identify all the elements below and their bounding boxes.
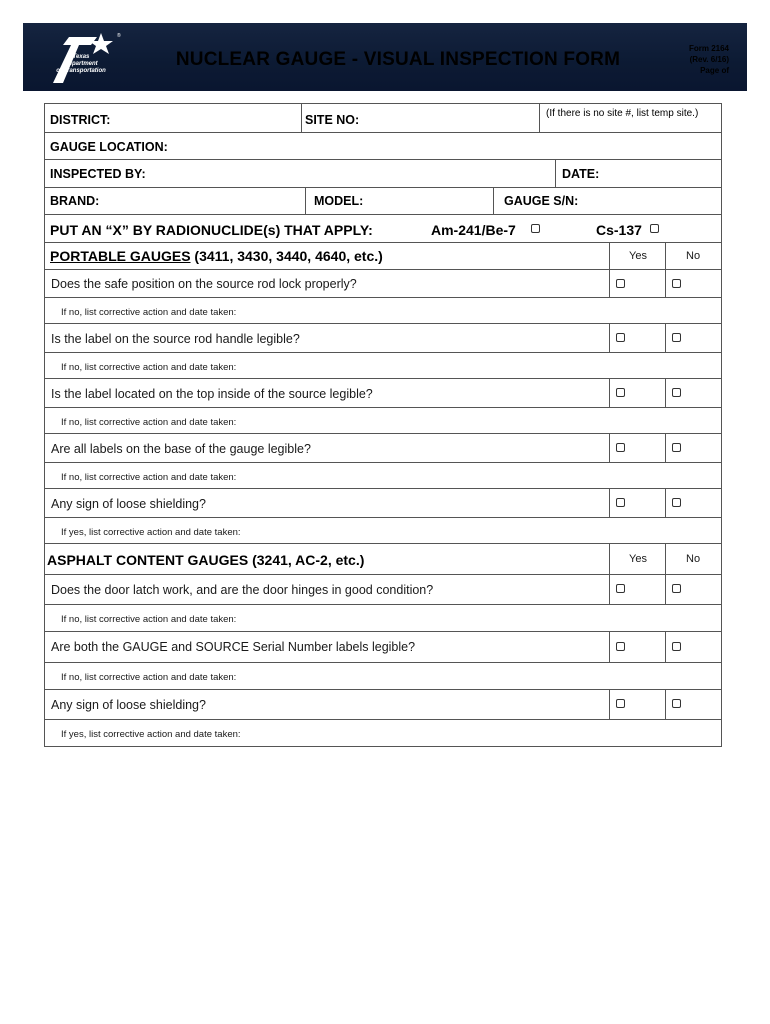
- logo-line-2: Department: [64, 61, 98, 67]
- corrective-action-note: If yes, list corrective action and date taken:: [61, 729, 241, 740]
- no-cell: [665, 632, 721, 662]
- radionuclide-prompt: PUT AN “X” BY RADIONUCLIDE(s) THAT APPLY:: [50, 222, 373, 238]
- date-label: DATE:: [562, 167, 600, 181]
- form-title: NUCLEAR GAUGE - VISUAL INSPECTION FORM: [175, 49, 621, 70]
- portable-heading-row: [45, 243, 721, 270]
- brand-row: [45, 188, 721, 215]
- yes-cell: [609, 489, 665, 517]
- corrective-action-row[interactable]: [45, 408, 721, 434]
- question-text: Does the door latch work, and are the door hinges in good condition?: [51, 583, 434, 597]
- model-field[interactable]: [305, 188, 493, 214]
- site-no-label: SITE NO:: [305, 113, 360, 127]
- corrective-action-note: If no, list corrective action and date taken:: [61, 672, 237, 683]
- yes-cell: [609, 324, 665, 352]
- corrective-action-row[interactable]: [45, 353, 721, 379]
- question-text: Are all labels on the base of the gauge legible?: [51, 442, 311, 456]
- yes-checkbox[interactable]: [616, 584, 625, 593]
- brand-field[interactable]: [45, 188, 305, 214]
- corrective-action-row[interactable]: [45, 663, 721, 690]
- site-no-field[interactable]: [301, 104, 539, 132]
- am241-label: Am-241/Be-7: [431, 222, 516, 238]
- page-number: Page of: [700, 66, 729, 75]
- no-cell: [665, 324, 721, 352]
- portable-heading-title: PORTABLE GAUGES: [50, 248, 191, 264]
- header-banner: [23, 23, 747, 91]
- no-cell: [665, 690, 721, 719]
- logo-line-1: Texas: [72, 54, 90, 60]
- corrective-action-note: If yes, list corrective action and date taken:: [61, 527, 241, 538]
- logo-line-3: of Transportation: [56, 68, 106, 74]
- corrective-action-row[interactable]: [45, 720, 721, 746]
- question-row: [45, 632, 721, 663]
- district-label: DISTRICT:: [50, 113, 111, 127]
- no-cell: [665, 379, 721, 407]
- yes-checkbox[interactable]: [616, 333, 625, 342]
- asphalt-no-label: No: [686, 553, 701, 565]
- gauge-location-label: GAUGE LOCATION:: [50, 140, 168, 154]
- svg-text:®: ®: [117, 33, 121, 39]
- corrective-action-row[interactable]: [45, 605, 721, 632]
- question-text: Are both the GAUGE and SOURCE Serial Number labels legible?: [51, 640, 416, 654]
- inspection-form: [44, 103, 722, 747]
- no-checkbox[interactable]: [672, 699, 681, 708]
- asphalt-heading: ASPHALT CONTENT GAUGES (3241, AC-2, etc.): [47, 552, 365, 568]
- yes-checkbox[interactable]: [616, 279, 625, 288]
- no-checkbox[interactable]: [672, 443, 681, 452]
- no-checkbox[interactable]: [672, 498, 681, 507]
- question-row: [45, 324, 721, 353]
- no-cell: [665, 489, 721, 517]
- asphalt-no-header: [665, 544, 721, 574]
- yes-checkbox[interactable]: [616, 388, 625, 397]
- district-field[interactable]: [45, 104, 301, 132]
- logo-text: [55, 54, 107, 75]
- district-row: [45, 104, 721, 133]
- gauge-sn-field[interactable]: [493, 188, 721, 214]
- portable-heading-models: (3411, 3430, 3440, 4640, etc.): [190, 248, 383, 264]
- question-text: Is the label located on the top inside of the source legible?: [51, 387, 373, 401]
- corrective-action-note: If no, list corrective action and date taken:: [61, 307, 237, 318]
- yes-cell: [609, 434, 665, 462]
- asphalt-yes-label: Yes: [629, 553, 647, 565]
- gauge-sn-label: GAUGE S/N:: [504, 194, 579, 208]
- asphalt-yes-header: [609, 544, 665, 574]
- yes-cell: [609, 270, 665, 297]
- no-checkbox[interactable]: [672, 388, 681, 397]
- inspected-by-field[interactable]: [45, 160, 555, 187]
- yes-checkbox[interactable]: [616, 642, 625, 651]
- site-note-cell: [539, 104, 721, 132]
- form-number-block: [689, 43, 729, 76]
- portable-yes-label: Yes: [629, 250, 647, 262]
- yes-cell: [609, 632, 665, 662]
- no-checkbox[interactable]: [672, 584, 681, 593]
- question-row: [45, 379, 721, 408]
- cs137-checkbox[interactable]: [650, 224, 659, 233]
- asphalt-heading-row: [45, 544, 721, 575]
- no-cell: [665, 434, 721, 462]
- form-number: Form 2164: [688, 44, 729, 53]
- brand-label: BRAND:: [50, 194, 100, 208]
- portable-no-label: No: [686, 250, 701, 262]
- am241-checkbox[interactable]: [531, 224, 540, 233]
- no-cell: [665, 575, 721, 604]
- no-checkbox[interactable]: [672, 279, 681, 288]
- question-row: [45, 434, 721, 463]
- portable-heading: [50, 248, 383, 264]
- yes-cell: [609, 379, 665, 407]
- inspected-by-label: INSPECTED BY:: [50, 167, 146, 181]
- question-text: Any sign of loose shielding?: [51, 497, 206, 511]
- question-row: [45, 270, 721, 298]
- radionuclide-row: [45, 215, 721, 243]
- no-checkbox[interactable]: [672, 333, 681, 342]
- form-revision: (Rev. 6/16): [689, 55, 729, 64]
- yes-cell: [609, 575, 665, 604]
- model-label: MODEL:: [314, 194, 364, 208]
- corrective-action-note: If no, list corrective action and date taken:: [61, 472, 237, 483]
- inspected-by-row: [45, 160, 721, 188]
- corrective-action-row[interactable]: [45, 518, 721, 544]
- corrective-action-row[interactable]: [45, 463, 721, 489]
- question-text: Is the label on the source rod handle legible?: [51, 332, 300, 346]
- question-text: Any sign of loose shielding?: [51, 698, 206, 712]
- portable-yes-header: [609, 243, 665, 269]
- yes-checkbox[interactable]: [616, 699, 625, 708]
- question-text: Does the safe position on the source rod lock properly?: [51, 277, 357, 291]
- question-row: [45, 489, 721, 518]
- yes-checkbox[interactable]: [616, 443, 625, 452]
- site-note: (If there is no site #, list temp site.): [546, 108, 699, 119]
- date-field[interactable]: [555, 160, 721, 187]
- corrective-action-note: If no, list corrective action and date taken:: [61, 362, 237, 373]
- no-cell: [665, 270, 721, 297]
- gauge-location-row[interactable]: [45, 133, 721, 160]
- yes-checkbox[interactable]: [616, 498, 625, 507]
- yes-cell: [609, 690, 665, 719]
- corrective-action-note: If no, list corrective action and date taken:: [61, 417, 237, 428]
- portable-no-header: [665, 243, 721, 269]
- corrective-action-note: If no, list corrective action and date taken:: [61, 614, 237, 625]
- cs137-label: Cs-137: [596, 222, 642, 238]
- question-row: [45, 690, 721, 720]
- corrective-action-row[interactable]: [45, 298, 721, 324]
- no-checkbox[interactable]: [672, 642, 681, 651]
- question-row: [45, 575, 721, 605]
